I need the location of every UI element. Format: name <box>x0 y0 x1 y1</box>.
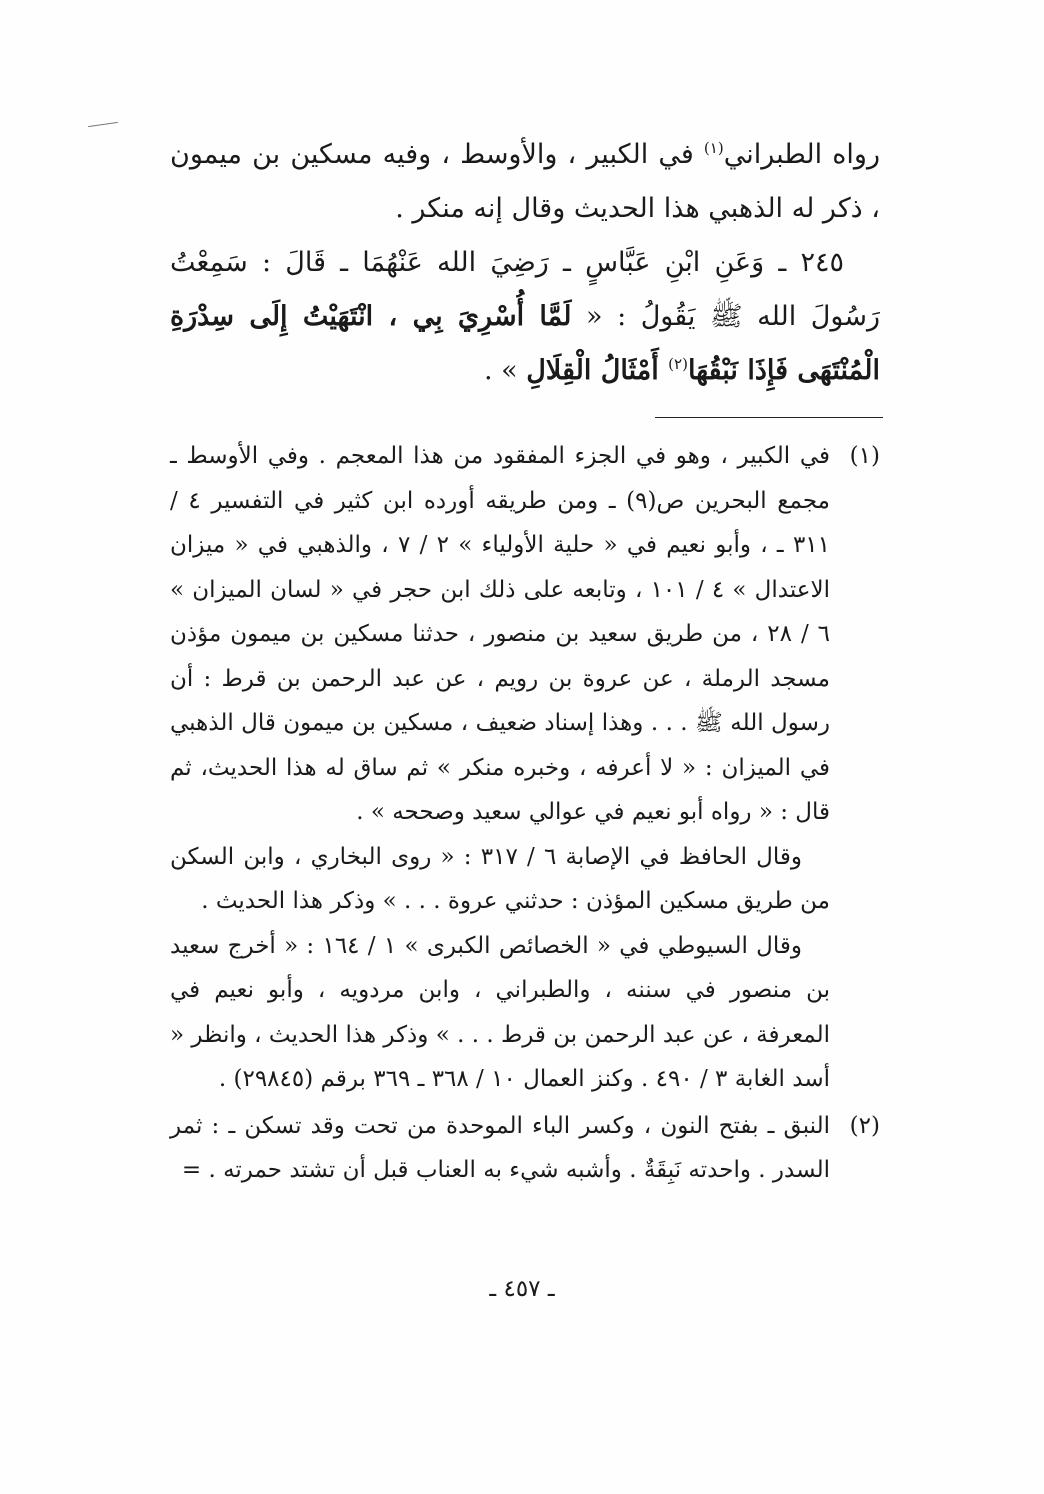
footnote-number: (٢) <box>849 1112 880 1139</box>
hadith-text-end: أَمْثَالُ الْقِلَالِ <box>526 355 669 386</box>
footnote-paragraph: وقال الحافظ في الإصابة ٦ / ٣١٧ : « روى البخاري ، وابن السكن من طريق مسكين المؤذن : حدثني عروة . . . » وذكر هذا الحديث . <box>170 843 830 914</box>
footnote-paragraph: وقال السيوطي في « الخصائص الكبرى » ١ / ١٦٤ : « أخرج سعيد بن منصور في سننه ، والطبراني ، وابن مردويه ، وأبو نعيم في المعرفة ، عن عبد الرحمن بن قرط . . . » وذكر هذا الحديث ، وانظر « أسد الغابة ٣ / ٤٩٠ . وكنز العمال ١٠ / ٣٦٨ ـ ٣٦٩ برقم (٢٩٨٤٥) . <box>170 932 830 1092</box>
footnotes <box>170 434 880 1193</box>
hadith-close: » . <box>484 355 527 386</box>
footnote-paragraph: النبق ـ بفتح النون ، وكسر الباء الموحدة من تحت وقد تسكن ـ : ثمر السدر . واحدته نَبِقَةٌ . وأشبه شيء به العناب قبل أن تشتد حمرته . = <box>170 1112 830 1183</box>
hadith-text: لَمَّا أُسْرِيَ بِي ، انْتَهَيْتُ إِلَى سِدْرَةِ الْمُنْتَهَى فَإِذَا نَبْقُهَا <box>170 301 880 386</box>
page-number: ـ ٤٥٧ ـ <box>489 1276 555 1302</box>
footnote-number: (١) <box>849 443 880 469</box>
scan-mark <box>88 122 118 127</box>
hadith-intro: ٢٤٥ ـ وَعَنِ ابْنِ عَبَّاسٍ ـ رَضِيَ الله عَنْهُمَا ـ قَالَ : سَمِعْتُ رَسُولَ الله ﷺ يَقُولُ : « <box>170 247 880 332</box>
footnote-ref-1[interactable]: (١) <box>703 139 724 157</box>
commentary-text-rest: في الكبير ، والأوسط ، وفيه مسكين بن ميمون ، ذكر له الذهبي هذا الحديث وقال إنه منكر . <box>170 139 880 224</box>
footnote-1 <box>170 434 880 1102</box>
footnote-paragraph: في الكبير ، وهو في الجزء المفقود من هذا المعجم . وفي الأوسط ـ مجمع البحرين ص(٩) ـ ومن طريقه أورده ابن كثير في التفسير ٤ / ٣١١ ـ ، وأبو نعيم في « حلية الأولياء » ٢ / ٧ ، والذهبي في « ميزان الاعتدال » ٤ / ١٠١ ، وتابعه على ذلك ابن حجر في « لسان الميزان » ٦ / ٢٨ ، من طريق سعيد بن منصور ، حدثنا مسكين بن ميمون مؤذن مسجد الرملة ، عن عروة بن رويم ، عن عبد الرحمن بن قرط : أن رسول الله ﷺ . . . وهذا إسناد ضعيف ، مسكين بن ميمون قال الذهبي في الميزان : « لا أعرفه ، وخبره منكر » ثم ساق له هذا الحديث، ثم قال : « رواه أبو نعيم في عوالي سعيد وصححه » . <box>170 443 831 825</box>
paragraph-commentary <box>170 128 880 236</box>
footnote-2 <box>170 1104 880 1193</box>
main-text <box>170 128 880 398</box>
hadith-paragraph <box>170 236 880 398</box>
footnote-ref-2[interactable]: (٢) <box>668 355 688 373</box>
commentary-text: رواه الطبراني <box>723 139 881 170</box>
footnote-divider <box>655 417 883 418</box>
